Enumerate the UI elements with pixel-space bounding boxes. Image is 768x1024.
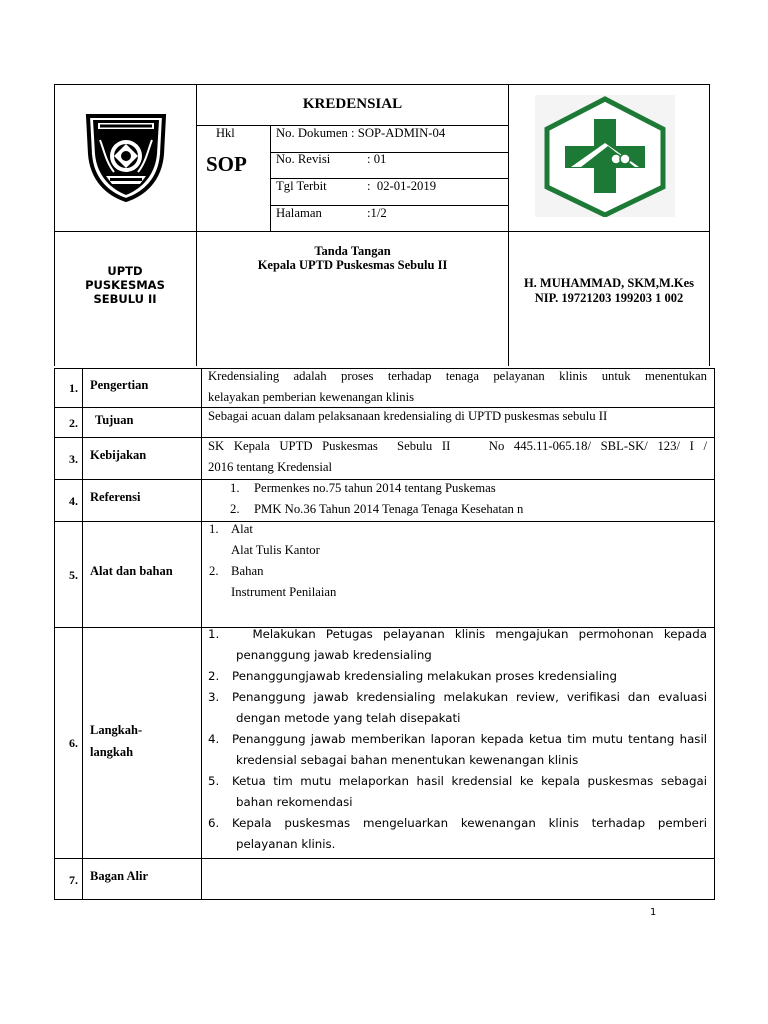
doc-number: No. Dokumen : SOP-ADMIN-04 bbox=[276, 126, 446, 140]
list-item: 5. Ketua tim mutu melaporkan hasil kredensial ke kepala puskesmas sebagai bbox=[208, 774, 707, 788]
row-label: Pengertian bbox=[90, 378, 149, 392]
issue-date-label: Tgl Terbit bbox=[276, 179, 327, 193]
row-label: Alat dan bahan bbox=[90, 564, 173, 578]
list-item: 1. Melakukan Petugas pelayanan klinis mengajukan permohonan kepada bbox=[208, 627, 707, 641]
issue-date-value: : 02-01-2019 bbox=[367, 179, 437, 193]
row-number: 4. bbox=[69, 494, 78, 508]
row-content: 1. Melakukan Petugas pelayanan klinis mengajukan permohonan kepada penanggung jawab kredensialing 2. Penanggungjawab kredensialing melakukan proses kredensialing 3. Penanggung jawab kredensialing melakukan review, verifikasi dan evaluasi dengan metode yang telah disepakati 4. Penanggung jawab memberikan laporan kepada ketua tim mutu tentang hasil kredensial sebagai bahan menentukan kewenangan klinis 5. Ketua tim mutu melaporkan hasil kredensial ke kepala puskesmas sebagai bahan rekomendasi 6. Kepala puskesmas mengeluarkan kewenangan klinis terhadap pemberi pelayanan klinis. bbox=[208, 624, 707, 855]
row-content: 1. Alat Alat Tulis Kantor 2. Bahan Instrument Penilaian bbox=[209, 519, 708, 603]
row-number: 6. bbox=[69, 736, 78, 750]
organization-name: UPTD PUSKESMAS SEBULU II bbox=[85, 264, 165, 306]
puskesmas-logo-icon bbox=[535, 95, 675, 217]
list-item: 3. Penanggung jawab kredensialing melakukan review, verifikasi dan evaluasi bbox=[208, 690, 707, 704]
revision-label: No. Revisi bbox=[276, 152, 331, 166]
list-item: 1. Alat bbox=[209, 522, 253, 536]
signature-caption: Tanda Tangan Kepala UPTD Puskesmas Sebulu II bbox=[257, 244, 448, 272]
hkl-label: Hkl bbox=[216, 126, 235, 140]
page-label: Halaman bbox=[276, 206, 322, 220]
signer-name: H. MUHAMMAD, SKM,M.Kes NIP. 19721203 199203 1 002 bbox=[523, 276, 695, 305]
list-item: 1. Permenkes no.75 tahun 2014 tentang Puskemas bbox=[230, 481, 496, 495]
row-content: Sebagai acuan dalam pelaksanaan kredensialing di UPTD puskesmas sebulu II bbox=[208, 409, 608, 423]
row-number: 1. bbox=[69, 381, 78, 395]
regency-emblem-icon bbox=[84, 110, 168, 202]
list-item: 4. Penanggung jawab memberikan laporan kepada ketua tim mutu tentang hasil bbox=[208, 732, 707, 746]
row-label: Referensi bbox=[90, 490, 141, 504]
row-label: Tujuan bbox=[95, 413, 134, 427]
page-value: :1/2 bbox=[367, 206, 387, 220]
row-number: 3. bbox=[69, 452, 78, 466]
row-content bbox=[230, 478, 710, 520]
row-content: SK Kepala UPTD Puskesmas Sebulu II No 445.11-065.18/ SBL-SK/ 123/ I / 2016 tentang Kredensial bbox=[208, 439, 707, 474]
sop-label: SOP bbox=[206, 152, 247, 176]
row-number: 2. bbox=[69, 416, 78, 430]
list-item: 2. Bahan bbox=[209, 564, 264, 578]
list-item: 6. Kepala puskesmas mengeluarkan kewenangan klinis terhadap pemberi bbox=[208, 816, 707, 830]
row-content: Kredensialing adalah proses terhadap tenaga pelayanan klinis untuk menentukan kelayakan pemberian kewenangan klinis bbox=[208, 369, 707, 404]
row-label: Kebijakan bbox=[90, 448, 147, 462]
row-number: 5. bbox=[69, 568, 78, 582]
row-number: 7. bbox=[69, 873, 78, 887]
document-title: KREDENSIAL bbox=[302, 96, 403, 112]
list-item: 2. PMK No.36 Tahun 2014 Tenaga Tenaga Kesehatan n bbox=[230, 502, 524, 516]
list-item: 2. Penanggungjawab kredensialing melakukan proses kredensialing bbox=[208, 669, 617, 683]
row-label: Bagan Alir bbox=[90, 869, 148, 883]
revision-value: : 01 bbox=[367, 152, 387, 166]
row-label: Langkah- langkah bbox=[90, 723, 143, 759]
page-number: 1 bbox=[650, 907, 657, 918]
